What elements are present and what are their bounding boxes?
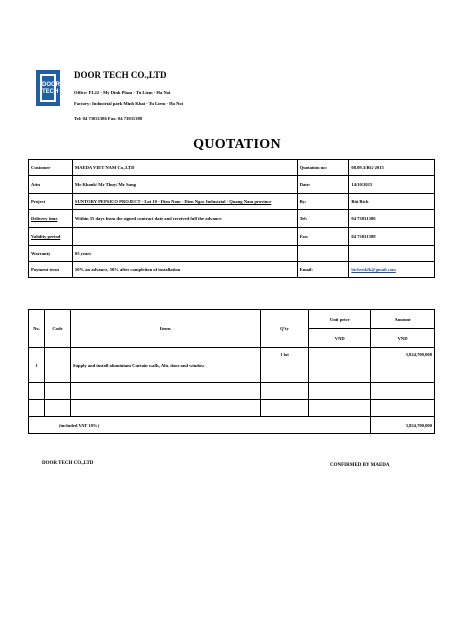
info-row-delivery — [29, 210, 435, 228]
info-value — [72, 228, 297, 246]
info-value: 05 years — [72, 246, 297, 262]
info-right-label: Quotation no: — [297, 160, 349, 176]
company-logo-mark — [42, 76, 60, 100]
items-table — [28, 309, 435, 434]
info-right-label: Fax: — [297, 228, 349, 246]
signature-left: DOOR TECH CO.,LTD — [42, 461, 94, 466]
info-row-project — [29, 194, 435, 210]
table-row — [29, 348, 435, 383]
info-right-label: Date: — [297, 176, 349, 194]
row-item: Supply and install aluminium Curtain walls, Alu. door and window — [70, 348, 260, 383]
info-right-label: Tel: — [297, 210, 349, 228]
header-items: Items — [70, 310, 260, 348]
header-unit-price-currency: VND — [309, 329, 371, 348]
info-right-value: 04 73031386 — [349, 210, 435, 228]
header-no: No. — [29, 310, 45, 348]
total-row — [29, 417, 435, 434]
logo-text-line-1: DOOR — [42, 82, 60, 88]
row-code — [44, 348, 70, 383]
info-value: Mr Khanh/ Mr Thuy/ Mr Sung — [72, 176, 297, 194]
info-label: Validity period — [29, 228, 73, 246]
info-right-value — [349, 246, 435, 262]
info-row-attn — [29, 176, 435, 194]
header-amount: Amount — [371, 310, 435, 329]
company-name: DOOR TECH CO.,LTD — [74, 70, 167, 80]
info-right-value: 14/10/2015 — [349, 176, 435, 194]
quotation-info-table — [28, 159, 435, 278]
row-unit-price — [309, 348, 371, 383]
info-row-customer — [29, 160, 435, 176]
info-label: Project — [29, 194, 73, 210]
info-right-value: Bùi Bích — [349, 194, 435, 210]
items-header-row — [29, 310, 435, 329]
company-tel-fax: Tel: 04 73031386 Fax: 04 73031388 — [74, 116, 143, 121]
header-amount-currency: VND — [371, 329, 435, 348]
header-unit-price: Unit price — [309, 310, 371, 329]
signature-right: CONFIRMED BY MAEDA — [330, 463, 390, 468]
document-title: QUOTATION — [193, 137, 281, 152]
row-no: 1 — [29, 348, 45, 383]
company-factory: Factory: Industrial park Minh Khai - Tu Liem - Ha Noi — [74, 101, 183, 106]
info-value: Within 55 days from the signed contract date and received full the advance — [72, 210, 297, 228]
info-row-validity — [29, 228, 435, 246]
table-row-empty — [29, 400, 435, 417]
logo-text-line-2: TECH — [42, 89, 59, 95]
total-label: (included VAT 10%) — [29, 417, 371, 434]
info-label: Warranty — [29, 246, 73, 262]
info-row-payment — [29, 262, 435, 278]
total-amount: 3,824,700,000 — [371, 417, 435, 434]
info-value: SUNTORY PEPSICO PROJECT - Lot 10 - Dien Nam - Dien Ngoc Industrial - Quang Nam province — [72, 194, 297, 210]
row-amount: 3,824,700,000 — [371, 348, 435, 383]
info-right-label: By: — [297, 194, 349, 210]
company-logo — [36, 70, 60, 106]
info-label: Delivery time — [29, 210, 73, 228]
info-label: Customer — [29, 160, 73, 176]
info-row-warranty — [29, 246, 435, 262]
email-link[interactable]: bichvnkfk@gmail.com — [349, 262, 435, 278]
header-code: Code — [44, 310, 70, 348]
info-value: MAEDA VIET NAM Co.,LTD — [72, 160, 297, 176]
info-right-value: 04 73031388 — [349, 228, 435, 246]
info-label: Attn — [29, 176, 73, 194]
info-label: Payment term — [29, 262, 73, 278]
info-value: 50% an advance, 50% after completion of installation — [72, 262, 297, 278]
info-right-label: Email: — [297, 262, 349, 278]
info-right-label — [297, 246, 349, 262]
company-office: Office: FL22 - My Dinh Plaza - Tu Liem - Ha Noi — [74, 90, 171, 95]
table-row-empty — [29, 383, 435, 400]
row-qty: 1 lot — [260, 348, 309, 383]
header-qty: Q'ty — [260, 310, 309, 348]
info-right-value: 08.09.3/BG-2015 — [349, 160, 435, 176]
